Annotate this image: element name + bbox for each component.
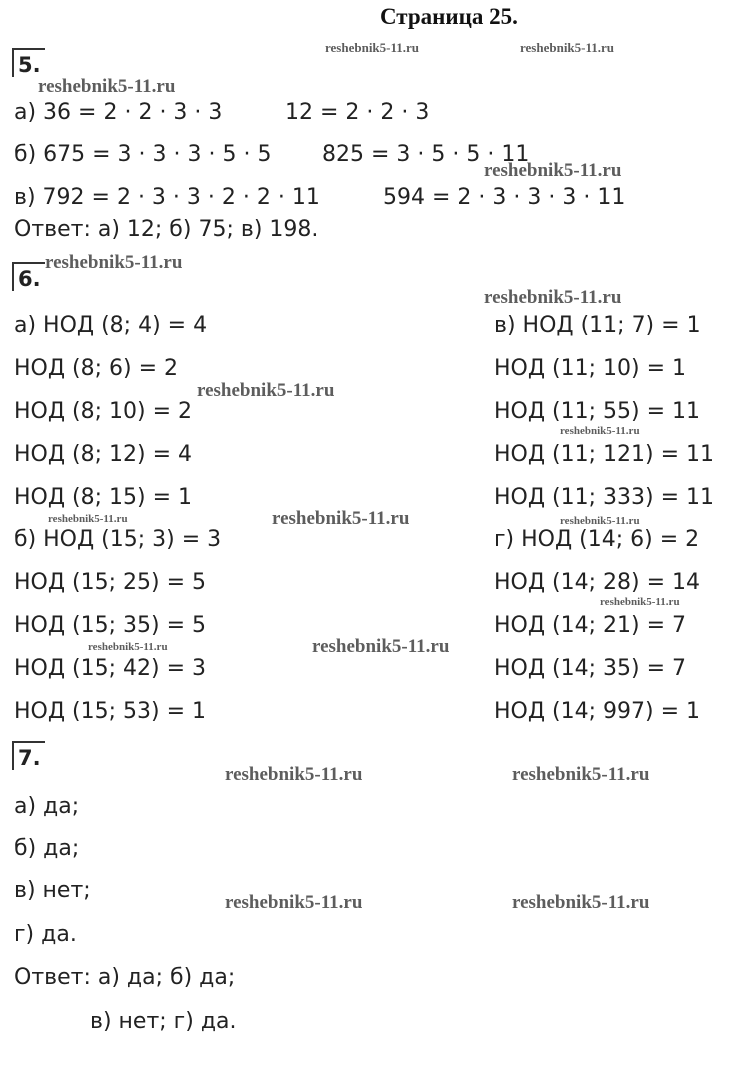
watermark: reshebnik5-11.ru <box>512 892 650 913</box>
watermark: reshebnik5-11.ru <box>312 636 450 657</box>
watermark: reshebnik5-11.ru <box>484 160 622 181</box>
watermark: reshebnik5-11.ru <box>325 40 420 55</box>
task-6-left-8: НОД (15; 42) = 3 <box>14 656 207 681</box>
watermark: reshebnik5-11.ru <box>197 380 335 401</box>
task-6-left-1: НОД (8; 6) = 2 <box>14 356 179 381</box>
task-7-line-b: б) да; <box>14 836 80 861</box>
task-6-left-4: НОД (8; 15) = 1 <box>14 485 193 510</box>
watermark: reshebnik5-11.ru <box>512 764 650 785</box>
task-5-line-c-left: в) 792 = 2 · 3 · 3 · 2 · 2 · 11 <box>14 185 320 210</box>
task-7-answer-1: Ответ: а) да; б) да; <box>14 965 236 990</box>
task-6-left-3: НОД (8; 12) = 4 <box>14 442 193 467</box>
page-title: Страница 25. <box>380 4 518 29</box>
watermark: reshebnik5-11.ru <box>600 596 680 608</box>
task-7-answer-2: в) нет; г) да. <box>90 1009 237 1034</box>
task-6-left-7: НОД (15; 35) = 5 <box>14 613 207 638</box>
task-7-number: 7. <box>12 741 45 770</box>
task-6-right-2: НОД (11; 55) = 11 <box>494 399 701 424</box>
watermark: reshebnik5-11.ru <box>560 425 640 437</box>
task-6-right-5: г) НОД (14; 6) = 2 <box>494 527 700 552</box>
task-6-left-2: НОД (8; 10) = 2 <box>14 399 193 424</box>
task-6-number: 6. <box>12 262 45 291</box>
task-6-left-5: б) НОД (15; 3) = 3 <box>14 527 222 552</box>
task-6-right-1: НОД (11; 10) = 1 <box>494 356 687 381</box>
task-7-line-a: а) да; <box>14 794 80 819</box>
task-6-right-7: НОД (14; 21) = 7 <box>494 613 687 638</box>
task-7-line-d: г) да. <box>14 922 77 947</box>
task-5-line-a-left: а) 36 = 2 · 2 · 3 · 3 <box>14 100 223 125</box>
task-5-line-b-right: 825 = 3 · 5 · 5 · 11 <box>322 142 530 167</box>
watermark: reshebnik5-11.ru <box>272 508 410 529</box>
task-6-left-9: НОД (15; 53) = 1 <box>14 699 207 724</box>
task-6-right-6: НОД (14; 28) = 14 <box>494 570 701 595</box>
task-5-line-c-right: 594 = 2 · 3 · 3 · 3 · 11 <box>383 185 626 210</box>
watermark: reshebnik5-11.ru <box>560 515 640 527</box>
task-7-line-c: в) нет; <box>14 878 91 903</box>
task-6-right-9: НОД (14; 997) = 1 <box>494 699 701 724</box>
watermark: reshebnik5-11.ru <box>48 513 128 525</box>
task-5-answer: Ответ: а) 12; б) 75; в) 198. <box>14 217 319 242</box>
watermark: reshebnik5-11.ru <box>225 892 363 913</box>
task-5-line-a-right: 12 = 2 · 2 · 3 <box>285 100 430 125</box>
watermark: reshebnik5-11.ru <box>484 287 622 308</box>
task-6-right-3: НОД (11; 121) = 11 <box>494 442 715 467</box>
watermark: reshebnik5-11.ru <box>45 252 183 273</box>
watermark: reshebnik5-11.ru <box>88 641 168 653</box>
task-5-number: 5. <box>12 48 45 77</box>
task-6-right-0: в) НОД (11; 7) = 1 <box>494 313 701 338</box>
watermark: reshebnik5-11.ru <box>38 76 176 97</box>
watermark: reshebnik5-11.ru <box>520 40 615 55</box>
watermark: reshebnik5-11.ru <box>225 764 363 785</box>
task-6-right-4: НОД (11; 333) = 11 <box>494 485 715 510</box>
task-5-line-b-left: б) 675 = 3 · 3 · 3 · 5 · 5 <box>14 142 272 167</box>
task-6-left-0: а) НОД (8; 4) = 4 <box>14 313 208 338</box>
task-6-right-8: НОД (14; 35) = 7 <box>494 656 687 681</box>
task-6-left-6: НОД (15; 25) = 5 <box>14 570 207 595</box>
